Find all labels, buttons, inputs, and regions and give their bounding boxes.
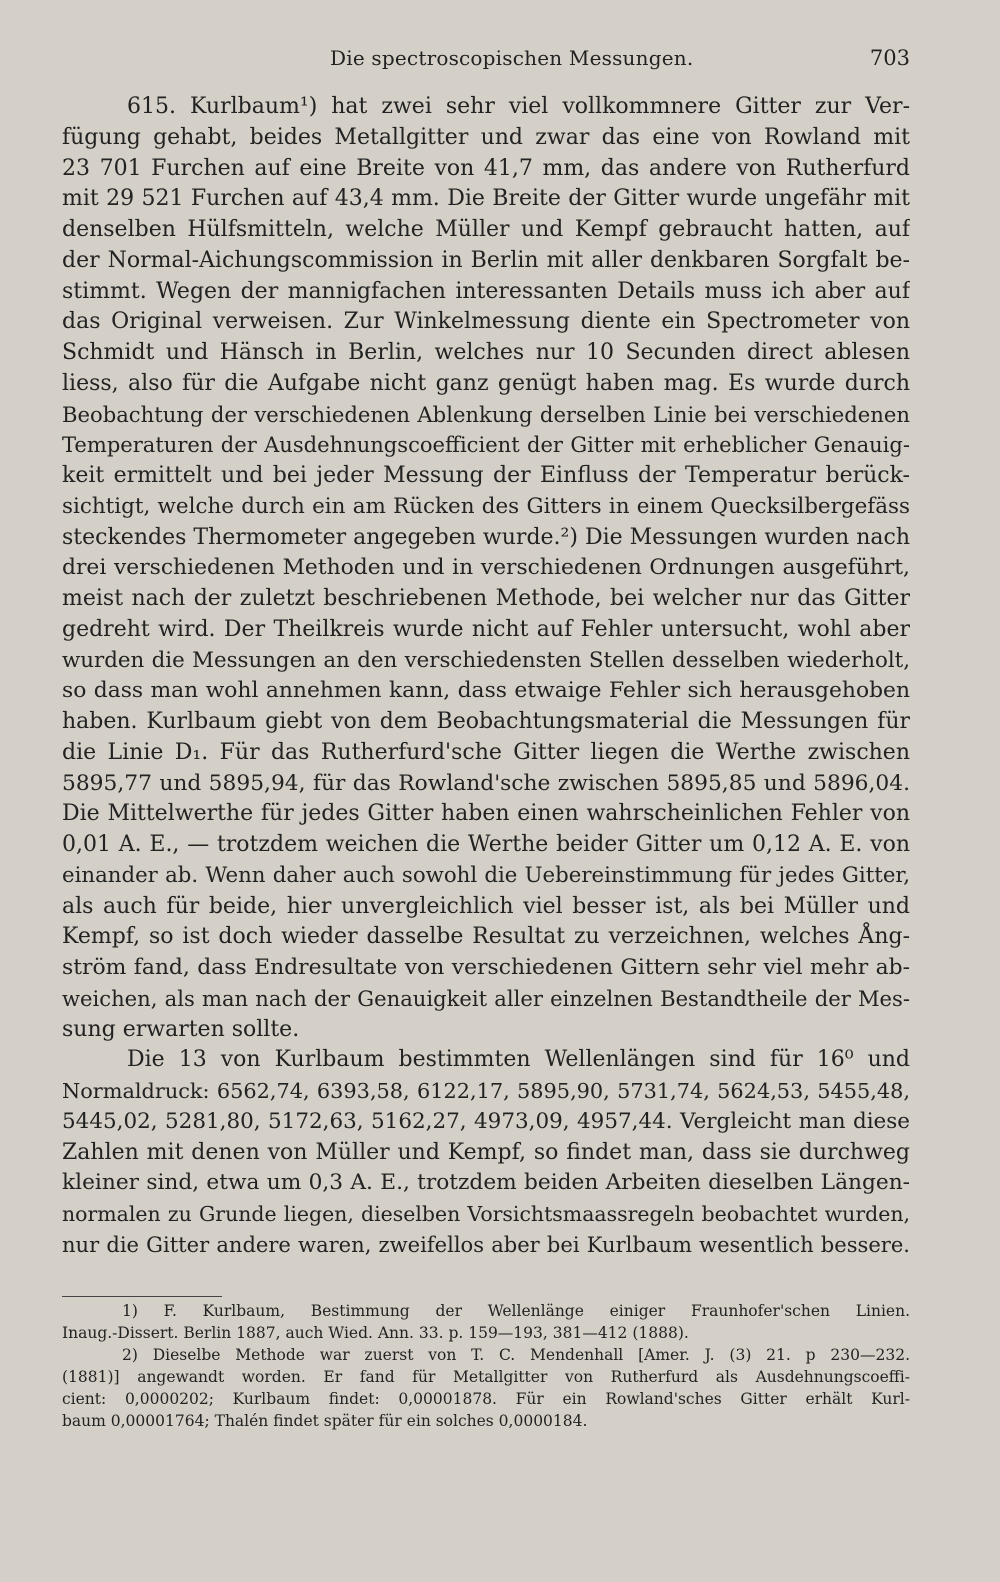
text-line: sung erwarten sollte. bbox=[62, 1016, 300, 1042]
footnote-line: Inaug.-Dissert. Berlin 1887, auch Wied. Ann. 33. p. 159—193, 381—412 (1888). bbox=[62, 1324, 689, 1342]
footnote-line: 1) F. Kurlbaum, Bestimmung der Wellenlänge einiger Fraunhofer'schen Linien. bbox=[122, 1302, 910, 1320]
text-line: fügung gehabt, beides Metallgitter und zwar das eine von Rowland mit bbox=[62, 124, 910, 150]
text-line: 5445,02, 5281,80, 5172,63, 5162,27, 4973,09, 4957,44. Vergleicht man diese bbox=[62, 1108, 910, 1134]
text-line: so dass man wohl annehmen kann, dass etwaige Fehler sich herausgehoben bbox=[62, 678, 910, 704]
text-line: liess, also für die Aufgabe nicht ganz genügt haben mag. Es wurde durch bbox=[62, 370, 910, 396]
text-line: einander ab. Wenn daher auch sowohl die Uebereinstimmung für jedes Gitter, bbox=[62, 862, 910, 888]
text-line: meist nach der zuletzt beschriebenen Methode, bei welcher nur das Gitter bbox=[62, 586, 910, 611]
text-line: Normaldruck: 6562,74, 6393,58, 6122,17, 5895,90, 5731,74, 5624,53, 5455,48, bbox=[62, 1079, 910, 1103]
text-line: gedreht wird. Der Theilkreis wurde nicht auf Fehler untersucht, wohl aber bbox=[62, 616, 910, 642]
text-line: 5895,77 und 5895,94, für das Rowland'sche zwischen 5895,85 und 5896,04. bbox=[62, 770, 910, 796]
text-line: drei verschiedenen Methoden und in verschiedenen Ordnungen ausgeführt, bbox=[62, 555, 910, 581]
text-line: sichtigt, welche durch ein am Rücken des Gitters in einem Quecksilbergefäss bbox=[62, 493, 910, 519]
text-line: nur die Gitter andere waren, zweifellos aber bei Kurlbaum wesentlich bessere. bbox=[62, 1231, 910, 1257]
text-line: der Normal-Aichungscommission in Berlin mit aller denkbaren Sorgfalt be- bbox=[62, 247, 910, 273]
text-line: Schmidt und Hänsch in Berlin, welches nur 10 Secunden direct ablesen bbox=[62, 340, 910, 365]
footnote-line: cient: 0,0000202; Kurlbaum findet: 0,00001878. Für ein Rowland'sches Gitter erhält Kurl- bbox=[62, 1390, 910, 1408]
text-line: Die Mittelwerthe für jedes Gitter haben einen wahrscheinlichen Fehler von bbox=[62, 801, 910, 827]
text-line: kleiner sind, etwa um 0,3 A. E., trotzdem beiden Arbeiten dieselben Längen- bbox=[62, 1170, 910, 1196]
text-line: das Original verweisen. Zur Winkelmessung diente ein Spectrometer von bbox=[62, 309, 910, 335]
text-line: Zahlen mit denen von Müller und Kempf, so findet man, dass sie durchweg bbox=[62, 1139, 910, 1165]
page-header bbox=[60, 46, 910, 74]
footnote-line: (1881)] angewandt worden. Er fand für Metallgitter von Rutherfurd als Ausdehnungscoeffi- bbox=[62, 1368, 910, 1386]
page-number: 703 bbox=[869, 46, 910, 70]
footnotes bbox=[62, 1300, 910, 1432]
text-line: Beobachtung der verschiedenen Ablenkung derselben Linie bei verschiedenen bbox=[62, 401, 910, 427]
footnote-separator bbox=[62, 1296, 222, 1297]
body-text bbox=[62, 92, 910, 1261]
text-line: normalen zu Grunde liegen, dieselben Vorsichtsmaassregeln beobachtet wurden, bbox=[62, 1202, 910, 1226]
text-line: Temperaturen der Ausdehnungscoefficient der Gitter mit erheblicher Genauig- bbox=[62, 432, 910, 458]
text-line: haben. Kurlbaum giebt von dem Beobachtungsmaterial die Messungen für bbox=[62, 709, 910, 734]
text-line: keit ermittelt und bei jeder Messung der Einfluss der Temperatur berück- bbox=[62, 463, 910, 488]
text-line: mit 29 521 Furchen auf 43,4 mm. Die Breite der Gitter wurde ungefähr mit bbox=[62, 186, 910, 212]
text-line: stimmt. Wegen der mannigfachen interessanten Details muss ich aber auf bbox=[62, 278, 910, 304]
text-line: weichen, als man nach der Genauigkeit aller einzelnen Bestandtheile der Mes- bbox=[62, 985, 910, 1011]
text-line: ström fand, dass Endresultate von verschiedenen Gittern sehr viel mehr ab- bbox=[62, 955, 910, 980]
text-line: wurden die Messungen an den verschiedensten Stellen desselben wiederholt, bbox=[62, 647, 910, 673]
text-line: Kempf, so ist doch wieder dasselbe Resultat zu verzeichnen, welches Ång- bbox=[62, 924, 910, 950]
text-line: als auch für beide, hier unvergleichlich viel besser ist, als bei Müller und bbox=[62, 893, 910, 919]
text-line: die Linie D₁. Für das Rutherfurd'sche Gitter liegen die Werthe zwischen bbox=[62, 739, 910, 765]
footnote-line: 2) Dieselbe Methode war zuerst von T. C. Mendenhall [Amer. J. (3) 21. p 230—232. bbox=[122, 1346, 910, 1364]
text-line: 0,01 A. E., — trotzdem weichen die Werthe beider Gitter um 0,12 A. E. von bbox=[62, 832, 910, 857]
footnote-line: baum 0,00001764; Thalén findet später für ein solches 0,0000184. bbox=[62, 1412, 588, 1430]
running-title: Die spectroscopischen Messungen. bbox=[330, 46, 694, 70]
text-line: Die 13 von Kurlbaum bestimmten Wellenlängen sind für 16⁰ und bbox=[127, 1047, 910, 1073]
text-line: 23 701 Furchen auf eine Breite von 41,7 mm, das andere von Rutherfurd bbox=[62, 155, 910, 181]
text-line: 615. Kurlbaum¹) hat zwei sehr viel vollkommnere Gitter zur Ver- bbox=[127, 94, 910, 119]
text-line: steckendes Thermometer angegeben wurde.²) Die Messungen wurden nach bbox=[62, 524, 910, 550]
text-line: denselben Hülfsmitteln, welche Müller und Kempf gebraucht hatten, auf bbox=[62, 217, 910, 242]
